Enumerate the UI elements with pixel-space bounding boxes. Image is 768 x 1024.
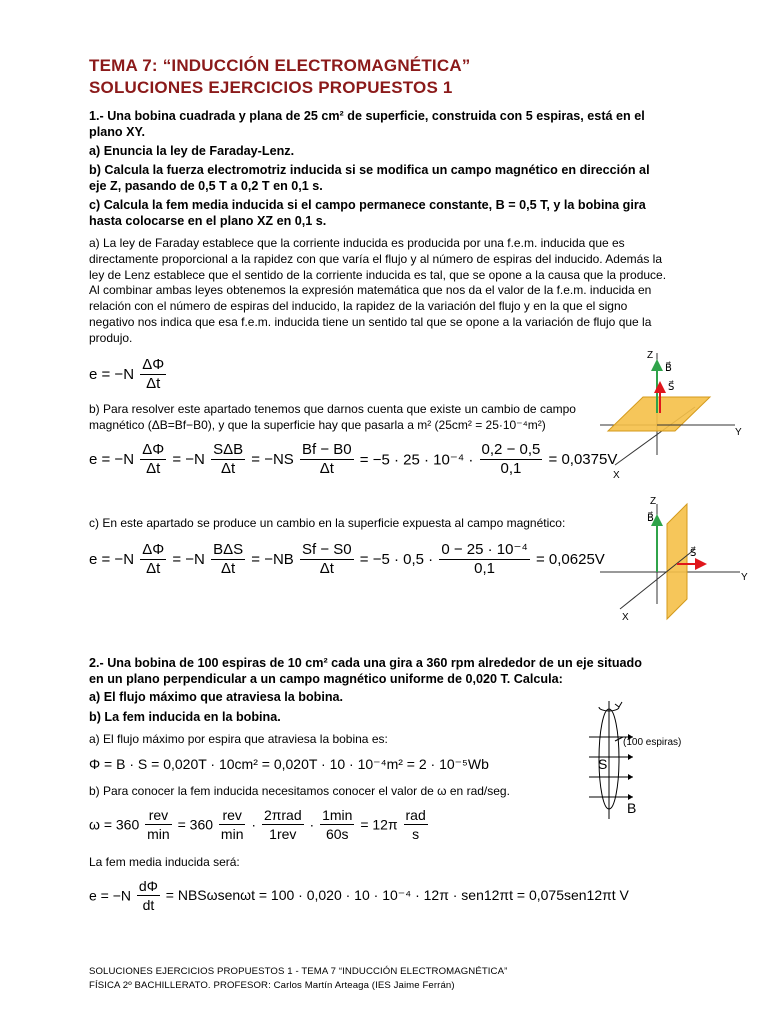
ex1-equation-a: e = −N $\frac{\Delta\Phi}{\Delta t}$: [89, 356, 165, 392]
ex1-question-b: b) Calcula la fuerza electromotriz inducida si se modifica un campo magnético en dirección al eje Z, pasando de 0,5 T a 0,2 T en 0,1 s.: [89, 163, 650, 193]
axis-x-label: X: [613, 470, 620, 480]
page-subtitle: SOLUCIONES EJERCICIOS PROPUESTOS 1: [89, 78, 453, 97]
b-vector-label: B⃗: [647, 513, 654, 524]
ex2-question-a: a) El flujo máximo que atraviesa la bobina.: [89, 690, 344, 704]
s-vector-label: S⃗: [668, 382, 675, 393]
axis-z-label: Z: [647, 350, 654, 361]
ex1-answer-b: b) Para resolver este apartado tenemos que darnos cuenta que existe un cambio de campo magnético (ΔB=Bf−B0), y que la superficie hay que pasarla a m² (25cm² = 25·10⁻⁴m²): [89, 402, 576, 432]
s-vector-label: S⃗: [690, 548, 697, 559]
ex2-answer-b: b) Para conocer la fem inducida necesitamos conocer el valor de ω en rad/seg.: [89, 784, 510, 798]
ex2-equation-omega: ω = 360 $\frac{\text{rev}}{\min}$ = 360 $\frac{\text{rev}}{\min}$ · $\frac{\text{2πrad}}{\text{1rev}}$ · $\frac{1\min}{60s}$ = 12π $\frac{\text{rad}}{s}$: [89, 807, 426, 842]
coil-xz-plane-figure: [595, 494, 755, 624]
ex2-equation-fem: e = −N $\frac{d\Phi}{dt}$ = NBSωsenωt = 100 · 0,020 · 10 · 10⁻⁴ · 12π · sen12πt = 0,075sen12πt V: [89, 878, 629, 913]
ex1-statement: 1.- Una bobina cuadrada y plana de 25 cm² de superficie, construida con 5 espiras, está en el plano XY.: [89, 109, 645, 139]
ex1-question-c: c) Calcula la fem media inducida si el campo permanece constante, B = 0,5 T, y la bobina gira hasta colocarse en el plano XZ en 0,1 s.: [89, 198, 646, 228]
ex2-equation-a: Φ = B · S = 0,020T · 10cm² = 0,020T · 10 · 10⁻⁴m² = 2 · 10⁻⁵Wb: [89, 756, 489, 772]
page-title: TEMA 7: “INDUCCIÓN ELECTROMAGNÉTICA”: [89, 56, 471, 75]
ex2-statement: 2.- Una bobina de 100 espiras de 10 cm² cada una gira a 360 rpm alrededor de un eje situado en un plano perpendicular a un campo magnético uniforme de 0,020 T. Calcula:: [89, 656, 642, 686]
ex1-question-a: a) Enuncia la ley de Faraday-Lenz.: [89, 144, 295, 158]
footer-line-1: SOLUCIONES EJERCICIOS PROPUESTOS 1 - TEMA 7 “INDUCCIÓN ELECTROMAGNÉTICA”: [89, 966, 508, 977]
axis-y-label: Y: [741, 572, 748, 583]
coil-xy-plane-figure: [595, 345, 755, 480]
espiras-label: (100 espiras): [623, 737, 682, 748]
surface-label: S: [598, 756, 608, 772]
axis-z-label: Z: [650, 496, 657, 507]
ex2-fem-label: La fem media inducida será:: [89, 855, 240, 869]
rotating-coil-figure: [585, 697, 705, 822]
footer-line-2: FÍSICA 2º BACHILLERATO. PROFESOR: Carlos Martín Arteaga (IES Jaime Ferrán): [89, 980, 455, 991]
ex1-equation-b: e = −N $\frac{\Delta\Phi}{\Delta t}$ = −N $\frac{\text{SΔB}}{\Delta t}$ = −NS $\frac{Bf - B0}{\Delta t}$ = −5 · 25 · 10⁻⁴ · $\frac{0,2 - 0,5}{0,1}$ = 0,0375V: [89, 441, 618, 477]
ex2-question-b: b) La fem inducida en la bobina.: [89, 710, 281, 724]
axis-x-label: X: [622, 612, 629, 623]
ex1-equation-c: e = −N $\frac{\Delta\Phi}{\Delta t}$ = −N $\frac{\text{BΔS}}{\Delta t}$ = −NB $\frac{Sf - S0}{\Delta t}$ = −5 · 0,5 · $\frac{\text{0 − 25 · 10⁻⁴}}{0,1}$ = 0,0625V: [89, 541, 605, 577]
ex1-answer-a: a) La ley de Faraday establece que la corriente inducida es producida por una f.e.m. inducida que es directamente proporcional a la rapidez con que varía el flujo y al número de espiras del inducido. Además la ley de Lenz establece que el sentido de la corriente inducida es tal, que se opone a la causa que la produce. Al combinar ambas leyes obtenemos la expresión matemática que nos da el valor de la f.e.m. inducida en relación con el número de espiras del inducido, la rapidez de la variación del flujo y en la que el signo negativo nos indica que esa f.e.m. inducida tiene un sentido tal que se opone a la variación de flujo que la produjo.: [89, 236, 667, 345]
field-label: B: [627, 800, 637, 816]
ex1-answer-c: c) En este apartado se produce un cambio en la superficie expuesta al campo magnético:: [89, 516, 566, 530]
ex2-answer-a: a) El flujo máximo por espira que atraviesa la bobina es:: [89, 732, 388, 746]
axis-y-label: Y: [735, 427, 742, 438]
b-vector-label: B⃗: [665, 363, 672, 374]
